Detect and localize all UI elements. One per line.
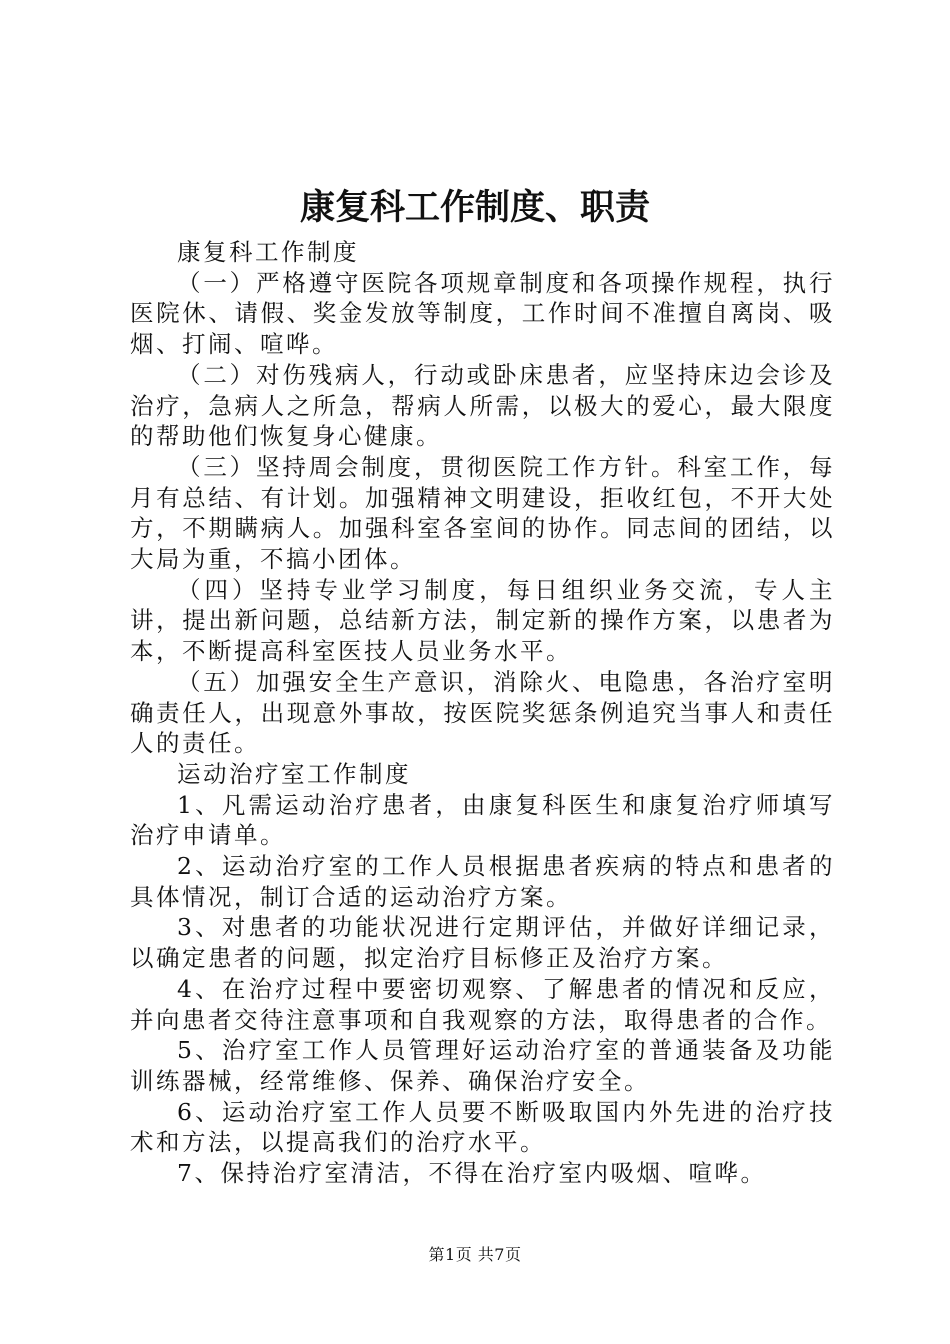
paragraph: 7、保持治疗室清洁，不得在治疗室内吸烟、喧哗。 [177, 1159, 767, 1188]
paragraph: 3、对患者的功能状况进行定期评估，并做好详细记录，以确定患者的问题，拟定治疗目标修正及治疗方案。 [130, 913, 835, 973]
page-footer: 第1页 共7页 [428, 1245, 522, 1264]
paragraph: （四）坚持专业学习制度，每日组织业务交流，专人主讲，提出新问题，总结新方法，制定新的操作方案，以患者为本，不断提高科室医技人员业务水平。 [130, 575, 835, 666]
paragraph: 6、运动治疗室工作人员要不断吸取国内外先进的治疗技术和方法，以提高我们的治疗水平。 [130, 1097, 835, 1157]
paragraph: 5、治疗室工作人员管理好运动治疗室的普通装备及功能训练器械，经常维修、保养、确保治疗安全。 [130, 1036, 835, 1095]
paragraph: （一）严格遵守医院各项规章制度和各项操作规程，执行医院休、请假、奖金发放等制度，工作时间不准擅自离岗、吸烟、打闹、喧哗。 [130, 268, 835, 359]
paragraph: 2、运动治疗室的工作人员根据患者疾病的特点和患者的具体情况，制订合适的运动治疗方案。 [130, 852, 835, 911]
paragraph: （五）加强安全生产意识，消除火、电隐患，各治疗室明确责任人，出现意外事故，按医院奖惩条例追究当事人和责任人的责任。 [130, 667, 835, 758]
document-body [130, 237, 835, 1189]
paragraph: 1、凡需运动治疗患者，由康复科医生和康复治疗师填写治疗申请单。 [130, 790, 835, 850]
paragraph: 4、在治疗过程中要密切观察、了解患者的情况和反应，并向患者交待注意事项和自我观察的方法，取得患者的合作。 [130, 974, 835, 1034]
section-heading: 运动治疗室工作制度 [177, 759, 411, 788]
section-heading: 康复科工作制度 [177, 238, 359, 266]
page-title: 康复科工作制度、职责 [299, 187, 650, 228]
paragraph: （二）对伤残病人，行动或卧床患者，应坚持床边会诊及治疗，急病人之所急，帮病人所需，以极大的爱心，最大限度的帮助他们恢复身心健康。 [130, 360, 835, 451]
paragraph: （三）坚持周会制度，贯彻医院工作方针。科室工作，每月有总结、有计划。加强精神文明建设，拒收红包，不开大处方，不期瞒病人。加强科室各室间的协作。同志间的团结，以大局为重，不搞小团体。 [130, 452, 835, 574]
